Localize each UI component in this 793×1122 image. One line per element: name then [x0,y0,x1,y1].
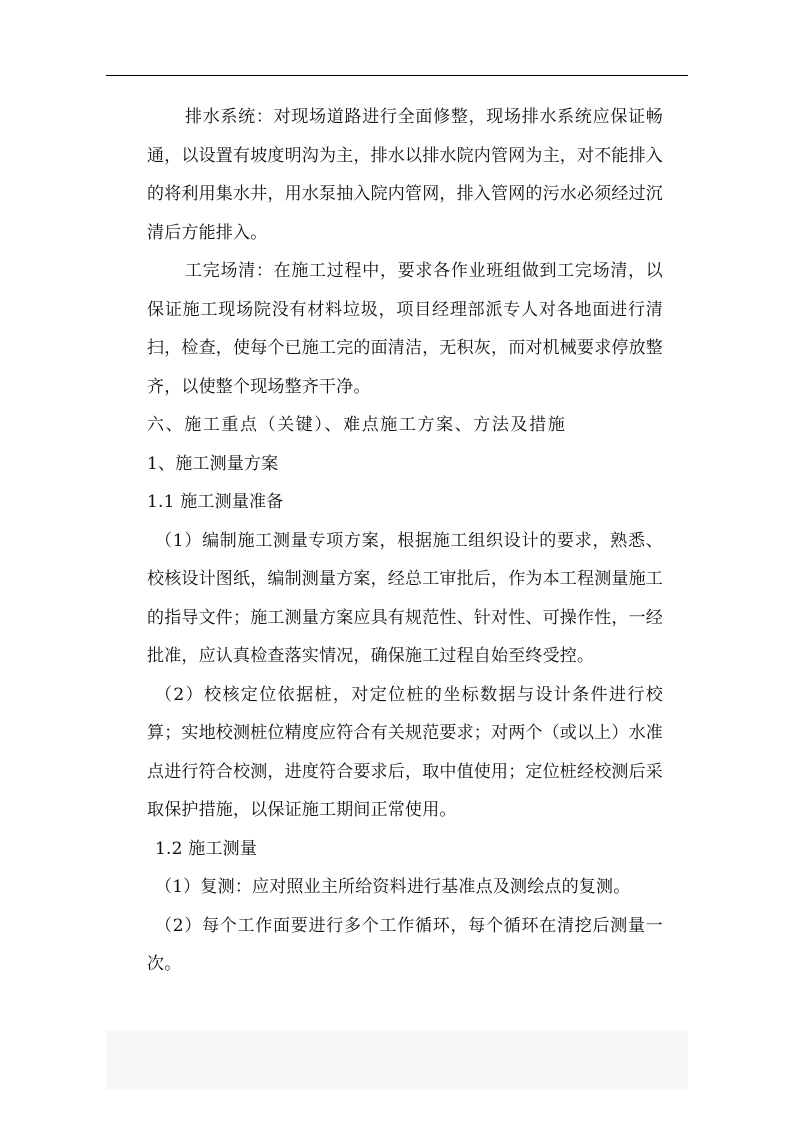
list-item: （2）校核定位依据桩，对定位桩的坐标数据与设计条件进行校算；实地校测桩位精度应符合有关规范要求；对两个（或以上）水准点进行符合校测，进度符合要求后，取中值使用；定位桩经校测后采取保护措施，以保证施工期间正常使用。 [147,684,663,820]
document-body [147,98,663,984]
list-item: （1）编制施工测量专项方案，根据施工组织设计的要求，熟悉、校核设计图纸，编制测量方案，经总工审批后，作为本工程测量施工的指导文件；施工测量方案应具有规范性、针对性、可操作性，一经批准，应认真检查落实情况，确保施工过程自始至终受控。 [147,530,663,666]
heading-1-1: 1.1 施工测量准备 [147,492,284,512]
paragraph-cleanup: 工完场清：在施工过程中，要求各作业班组做到工完场清，以保证施工现场院没有材料垃圾，项目经理部派专人对各地面进行清扫，检查，使每个已施工完的面清洁，无积灰，而对机械要求停放整齐，以使整个现场整齐干净。 [147,261,663,397]
section-heading-6: 六、施工重点（关键）、难点施工方案、方法及措施 [147,415,567,435]
page-footer-area [106,1030,688,1090]
heading-1-2: 1.2 施工测量 [155,838,258,859]
paragraph-drainage: 排水系统：对现场道路进行全面修整，现场排水系统应保证畅通，以设置有坡度明沟为主，排水以排水院内管网为主，对不能排入的将利用集水井，用水泵抽入院内管网，排入管网的污水必须经过沉清后方能排入。 [147,107,663,243]
list-item: （2）每个工作面要进行多个工作循环，每个循环在清挖后测量一次。 [147,915,663,974]
list-item: （1）复测：应对照业主所给资料进行基准点及测绘点的复测。 [155,877,631,897]
heading-1: 1、施工测量方案 [147,453,279,474]
header-rule [106,75,688,76]
